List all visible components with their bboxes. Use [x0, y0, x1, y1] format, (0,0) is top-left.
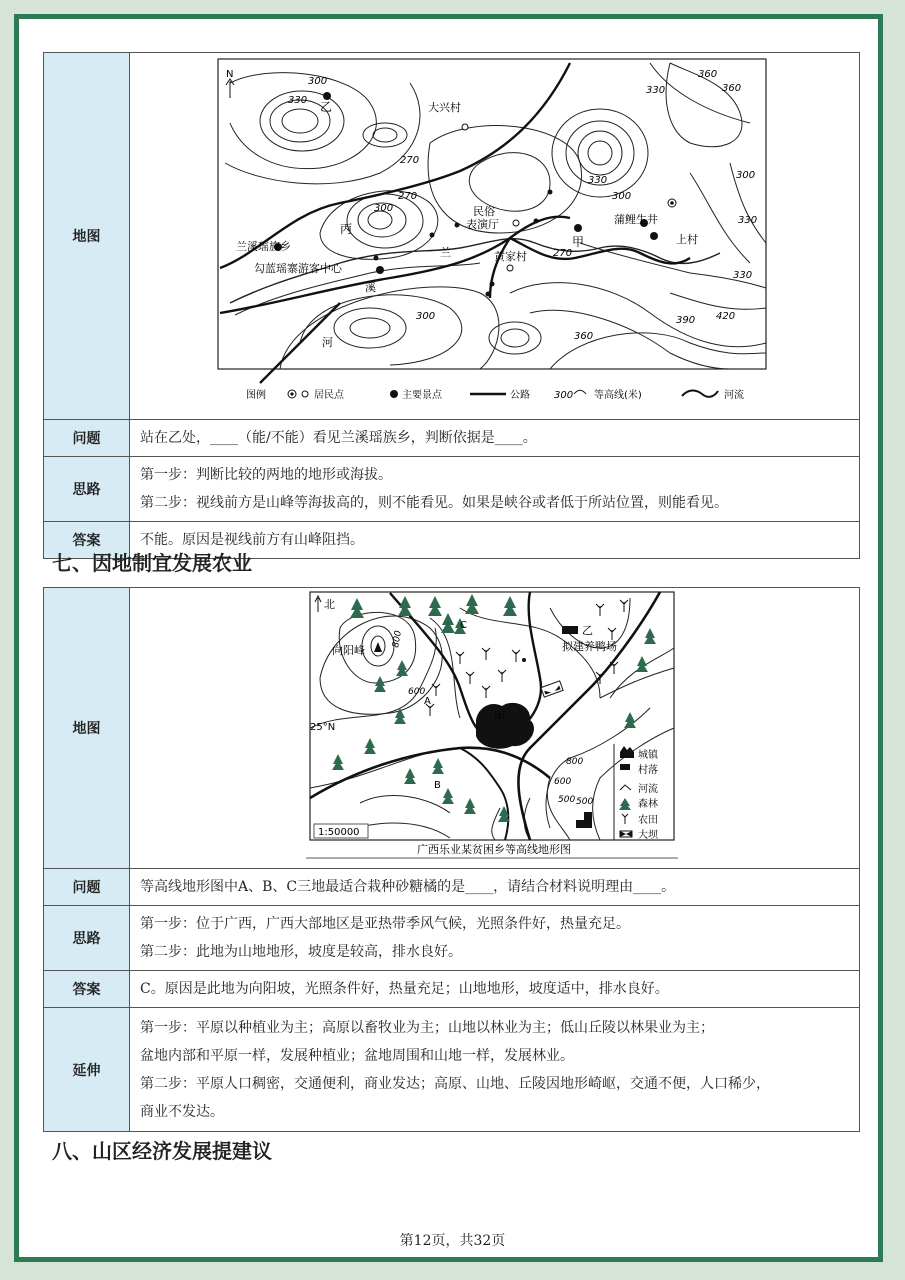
- svg-text:图例: 图例: [246, 390, 266, 401]
- svg-text:800: 800: [391, 629, 404, 649]
- answer-text: C。原因是此地为向阳坡，光照条件好，热量充足；山地地形，坡度适中，排水良好。: [130, 971, 860, 1008]
- question-label: 问题: [44, 869, 130, 906]
- answer-label: 答案: [44, 522, 130, 559]
- svg-text:黄家村: 黄家村: [494, 250, 527, 263]
- thinking-text: 第一步：位于广西，广西大部地区是亚热带季风气候，光照条件好，热量充足。 第二步：此地为山地地形，坡度是较高，排水良好。: [130, 906, 860, 971]
- svg-text:500: 500: [576, 797, 594, 807]
- svg-text:B: B: [434, 780, 441, 791]
- svg-text:360: 360: [574, 331, 594, 342]
- svg-text:330: 330: [738, 215, 758, 226]
- map1-legend: [246, 388, 744, 401]
- svg-text:C: C: [460, 620, 467, 631]
- svg-text:A: A: [424, 696, 431, 707]
- thinking-label: 思路: [44, 457, 130, 522]
- svg-text:360: 360: [698, 69, 718, 80]
- svg-text:330: 330: [646, 85, 666, 96]
- section-title-7: 七、因地制宜发展农业: [52, 551, 252, 575]
- svg-text:村落: 村落: [638, 765, 658, 776]
- question-text: 等高线地形图中A、B、C三地最适合栽种砂糖橘的是____，请结合材料说明理由____。: [130, 869, 860, 906]
- svg-text:330: 330: [588, 175, 608, 186]
- map2-caption: 广西乐业某贫困乡等高线地形图: [417, 843, 571, 856]
- map-cell: [130, 588, 860, 869]
- thinking-text: 第一步：判断比较的两地的地形或海拔。 第二步：视线前方是山峰等海拔高的，则不能看见。如果是峡谷或者低于所站位置，则能看见。: [130, 457, 860, 522]
- svg-text:等高线(米): 等高线(米): [594, 390, 642, 401]
- svg-text:向阳峰: 向阳峰: [332, 644, 365, 657]
- svg-text:300: 300: [308, 76, 328, 87]
- svg-text:丙: 丙: [340, 222, 353, 236]
- svg-text:25°N: 25°N: [310, 722, 336, 733]
- question-label: 问题: [44, 420, 130, 457]
- svg-text:民俗: 民俗: [473, 205, 495, 218]
- svg-text:300: 300: [612, 191, 632, 202]
- svg-text:北: 北: [324, 598, 335, 611]
- contour-map-1: [130, 53, 860, 415]
- thinking-label: 思路: [44, 906, 130, 971]
- svg-text:河流: 河流: [724, 390, 744, 401]
- svg-text:公路: 公路: [510, 390, 530, 401]
- svg-text:270: 270: [400, 155, 420, 166]
- svg-text:500: 500: [558, 795, 576, 805]
- svg-text:森林: 森林: [638, 799, 658, 810]
- svg-text:N: N: [226, 69, 234, 80]
- svg-text:1:50000: 1:50000: [318, 827, 360, 838]
- svg-text:表演厅: 表演厅: [466, 218, 499, 231]
- svg-text:600: 600: [554, 777, 572, 787]
- svg-text:城镇: 城镇: [638, 750, 658, 761]
- svg-text:兰溪瑶族乡: 兰溪瑶族乡: [236, 240, 291, 253]
- svg-text:兰: 兰: [440, 246, 451, 259]
- svg-text:300: 300: [416, 311, 436, 322]
- svg-text:270: 270: [398, 191, 418, 202]
- svg-text:甲: 甲: [572, 235, 585, 249]
- svg-text:大兴村: 大兴村: [428, 101, 461, 114]
- svg-text:居民点: 居民点: [314, 390, 344, 401]
- svg-text:勾蓝瑶寨游客中心: 勾蓝瑶寨游客中心: [254, 262, 342, 275]
- svg-text:河: 河: [322, 336, 333, 349]
- svg-text:330: 330: [288, 95, 308, 106]
- svg-text:上村: 上村: [676, 233, 698, 246]
- qa-table-1: [43, 52, 860, 559]
- svg-text:390: 390: [676, 315, 696, 326]
- svg-text:农田: 农田: [638, 815, 658, 826]
- map-cell: [130, 53, 860, 420]
- svg-text:拟建养鸭场: 拟建养鸭场: [562, 640, 617, 653]
- svg-text:300: 300: [554, 390, 574, 401]
- map-label: 地图: [44, 53, 130, 420]
- extend-text: 第一步：平原以种植业为主；高原以畜牧业为主；山地以林业为主；低山丘陵以林果业为主； 盆地内部和平原一样，发展种植业；盆地周围和山地一样，发展林业。 第二步：平原人口稠密，交通便利，商业发达；高原、山地、丘陵因地形崎岖，交通不便，人口稀少， 商业不发达。: [130, 1008, 860, 1132]
- qa-table-2: [43, 587, 860, 1132]
- answer-text: 不能。原因是视线前方有山峰阻挡。: [130, 522, 860, 559]
- svg-text:300: 300: [736, 170, 756, 181]
- svg-text:甲: 甲: [494, 710, 505, 723]
- svg-text:270: 270: [553, 248, 573, 259]
- svg-text:蒲鲤生井: 蒲鲤生井: [614, 213, 658, 226]
- svg-text:600: 600: [408, 687, 426, 697]
- svg-text:河流: 河流: [638, 784, 658, 795]
- page-number: 第12页，共32页: [399, 1233, 506, 1249]
- map-label: 地图: [44, 588, 130, 869]
- svg-text:主要景点: 主要景点: [402, 390, 442, 401]
- svg-text:330: 330: [733, 270, 753, 281]
- answer-label: 答案: [44, 971, 130, 1008]
- svg-text:800: 800: [566, 757, 584, 767]
- extend-label: 延伸: [44, 1008, 130, 1132]
- svg-text:420: 420: [716, 311, 736, 322]
- contour-map-2: [130, 588, 860, 864]
- question-text: 站在乙处，____（能/不能）看见兰溪瑶族乡，判断依据是____。: [130, 420, 860, 457]
- svg-text:乙: 乙: [582, 624, 593, 637]
- svg-text:溪: 溪: [365, 281, 376, 294]
- svg-text:360: 360: [722, 83, 742, 94]
- section-title-8: 八、山区经济发展提建议: [52, 1139, 272, 1163]
- svg-text:大坝: 大坝: [638, 830, 658, 841]
- svg-text:乙: 乙: [320, 100, 333, 114]
- svg-text:300: 300: [374, 203, 394, 214]
